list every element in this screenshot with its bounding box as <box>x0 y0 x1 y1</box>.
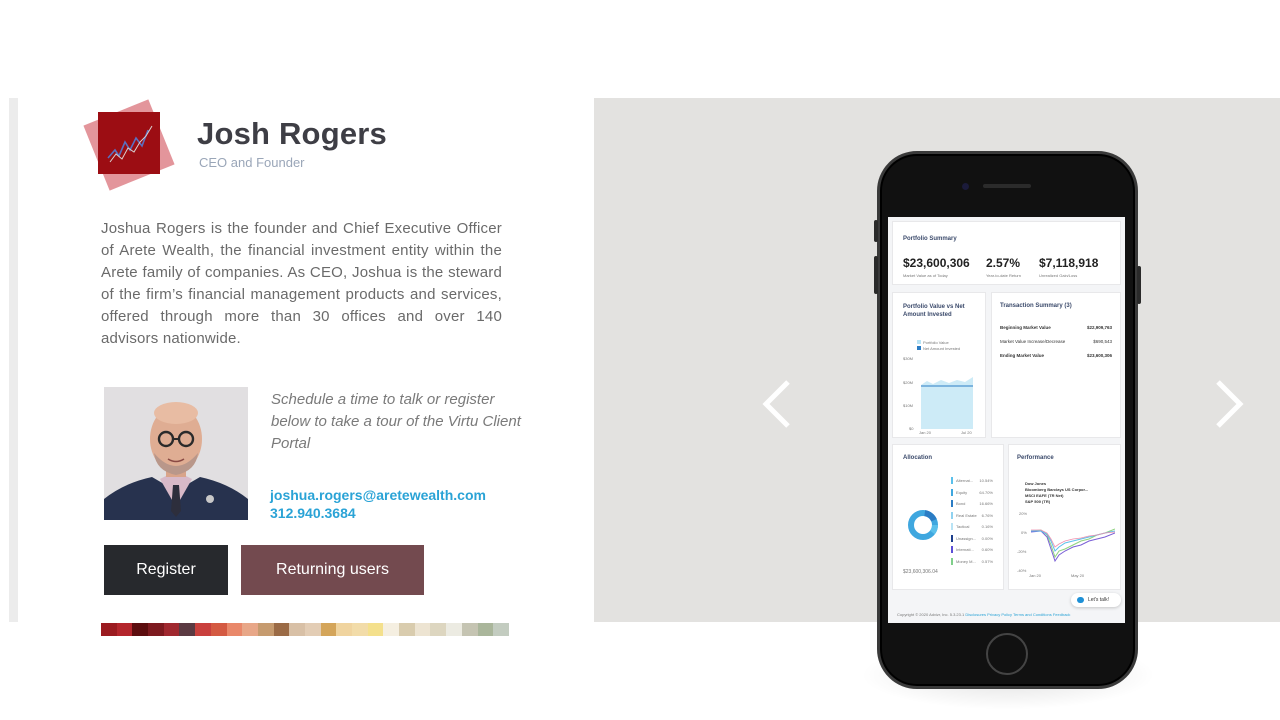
ytd-return: 2.57% <box>986 256 1021 270</box>
palette-swatch <box>430 623 446 636</box>
transaction-label: Market Value Increase/Decrease <box>1000 339 1066 344</box>
allocation-value: 0.16% <box>981 524 993 529</box>
allocation-label: Unassign... <box>956 535 977 541</box>
y-tick: $10M <box>903 403 914 408</box>
phone-camera <box>962 183 969 190</box>
profile-name: Josh Rogers <box>197 116 387 151</box>
palette-swatch <box>242 623 258 636</box>
allocation-value: 16.66% <box>979 501 993 506</box>
cta-text: Schedule a time to talk or register below to take a tour of the Virtu Client Portal <box>271 391 521 452</box>
phone-side-button <box>874 220 878 242</box>
allocation-swatch <box>951 535 953 542</box>
chat-label: Let's talk! <box>1088 597 1109 603</box>
palette-swatch <box>321 623 337 636</box>
allocation-value: 10.54% <box>979 478 993 483</box>
perf-y-tick: -20% <box>1017 549 1027 554</box>
footer-links[interactable]: Disclosures Privacy Policy Terms and Conditions Feedback <box>965 612 1071 617</box>
profile-role: CEO and Founder <box>199 155 305 170</box>
allocation-label: Internati... <box>956 547 974 552</box>
phone-speaker <box>983 184 1031 188</box>
perf-y-tick: 0% <box>1021 530 1027 535</box>
chevron-right-icon[interactable] <box>1208 378 1248 430</box>
portrait-photo <box>104 387 248 520</box>
allocation-value: 64.70% <box>979 489 993 495</box>
palette-swatch <box>289 623 305 636</box>
left-accent-bar <box>9 98 18 622</box>
allocation-value: 0.57% <box>981 558 993 564</box>
screen-footer <box>897 612 1070 617</box>
allocation-label: Bond <box>956 501 966 506</box>
legend-swatch <box>917 346 921 350</box>
unrealized-value: $7,118,918 <box>1039 256 1099 270</box>
portfolio-value-card <box>892 292 986 438</box>
palette-swatch <box>274 623 290 636</box>
allocation-value: 6.76% <box>981 512 993 518</box>
palette-swatch <box>227 623 243 636</box>
phone-home-button <box>986 633 1028 675</box>
allocation-swatch <box>951 489 953 496</box>
phone-screen <box>888 217 1125 623</box>
allocation-total: $23,600,306.04 <box>903 569 938 575</box>
y-tick: $30M <box>903 356 914 361</box>
performance-title: Performance <box>1017 455 1054 461</box>
phone-side-button <box>874 256 878 294</box>
palette-swatch <box>117 623 133 636</box>
legend-portfolio-value: Portfolio Value <box>923 340 949 345</box>
allocation-label: Real Estate <box>956 512 977 518</box>
performance-card <box>1008 444 1121 590</box>
x-tick: Jan 20 <box>919 430 932 435</box>
palette-swatch <box>383 623 399 636</box>
palette-swatch <box>493 623 509 636</box>
palette-swatch <box>148 623 164 636</box>
chat-widget-button[interactable] <box>1071 593 1121 607</box>
palette-swatch <box>211 623 227 636</box>
performance-legend-item: Dow Jones <box>1025 481 1047 486</box>
market-value-label: Market Value as of Today <box>903 273 948 278</box>
transaction-value: $690,543 <box>1093 339 1112 344</box>
transaction-label: Ending Market Value <box>1000 353 1045 358</box>
palette-swatch <box>305 623 321 636</box>
register-button[interactable]: Register <box>104 545 228 595</box>
palette-swatch <box>132 623 148 636</box>
unrealized-label: Unrealized Gain/Loss <box>1039 273 1078 278</box>
palette-swatch <box>195 623 211 636</box>
palette-swatch <box>446 623 462 636</box>
allocation-title: Allocation <box>903 455 933 461</box>
palette-swatch <box>368 623 384 636</box>
chat-bubble-icon <box>1077 597 1084 603</box>
palette-swatch <box>399 623 415 636</box>
performance-legend-item: MSCI EAFE (TR Net) <box>1025 493 1064 498</box>
palette-swatch <box>478 623 494 636</box>
transaction-label: Beginning Market Value <box>1000 325 1051 330</box>
allocation-swatch <box>951 558 953 565</box>
value-chart-title: Portfolio Value vs Net Amount Invested <box>903 304 965 318</box>
perf-y-tick: -40% <box>1017 568 1027 573</box>
allocation-swatch <box>951 477 953 484</box>
palette-swatch <box>462 623 478 636</box>
allocation-swatch <box>951 523 953 530</box>
allocation-card <box>892 444 1004 590</box>
legend-swatch <box>917 340 921 344</box>
x-tick: Jul 20 <box>961 430 972 435</box>
summary-title: Portfolio Summary <box>903 236 957 242</box>
phone-link[interactable]: 312.940.3684 <box>270 505 356 521</box>
perf-x-tick: May 20 <box>1071 573 1085 578</box>
allocation-donut-chart <box>907 509 939 541</box>
transaction-title: Transaction Summary (3) <box>1000 303 1072 309</box>
y-tick: $20M <box>903 380 914 385</box>
palette-swatch <box>258 623 274 636</box>
phone-side-button <box>1137 266 1141 304</box>
chevron-left-icon[interactable] <box>758 378 798 430</box>
chart-trend-icon <box>98 112 160 174</box>
y-tick: $0 <box>909 426 914 431</box>
portfolio-summary-card <box>892 221 1121 285</box>
perf-y-tick: 20% <box>1019 511 1028 516</box>
performance-legend-item: Bloomberg Barclays US Corpor... <box>1025 487 1089 492</box>
profile-bio: Joshua Rogers is the founder and Chief Executive Officer of Arete Wealth, the financial investment entity within the Arete family of companies. As CEO, Joshua is the steward of the firm’s financial management products and services, offered through more than 30 offices and over 140 advisors nationwide. <box>101 220 502 347</box>
arete-logo <box>86 100 174 188</box>
performance-legend-item: S&P 500 (TR) <box>1025 499 1051 504</box>
allocation-value: 0.00% <box>981 535 993 541</box>
footer-copyright: Copyright © 2020 Advizr, Inc. 5.3.23.1 <box>897 612 965 617</box>
portfolio-area-chart <box>921 371 973 429</box>
transaction-value: $23,600,306 <box>1086 353 1112 358</box>
market-value: $23,600,306 <box>903 256 970 270</box>
palette-swatch <box>352 623 368 636</box>
palette-swatch <box>415 623 431 636</box>
email-link[interactable]: joshua.rogers@aretewealth.com <box>270 487 486 503</box>
allocation-value: 0.60% <box>981 547 993 552</box>
legend-net-invested: Net Amount Invested <box>923 346 961 351</box>
palette-swatch <box>336 623 352 636</box>
performance-line-chart <box>1031 511 1115 573</box>
allocation-label: Tactical <box>956 524 970 529</box>
allocation-label: Money M... <box>956 558 976 564</box>
color-palette-strip <box>101 623 509 636</box>
allocation-label: Equity <box>956 489 968 495</box>
allocation-swatch <box>951 512 953 519</box>
transaction-value: $22,909,763 <box>1086 325 1112 330</box>
palette-swatch <box>164 623 180 636</box>
palette-swatch <box>101 623 117 636</box>
allocation-label: Alternat... <box>956 478 974 483</box>
person-icon <box>104 387 248 520</box>
ytd-return-label: Year-to-date Return <box>986 273 1021 278</box>
allocation-swatch <box>951 500 953 507</box>
palette-swatch <box>179 623 195 636</box>
perf-x-tick: Jan 20 <box>1029 573 1042 578</box>
allocation-swatch <box>951 546 953 553</box>
transaction-summary-card <box>991 292 1121 438</box>
returning-users-button[interactable]: Returning users <box>241 545 424 595</box>
